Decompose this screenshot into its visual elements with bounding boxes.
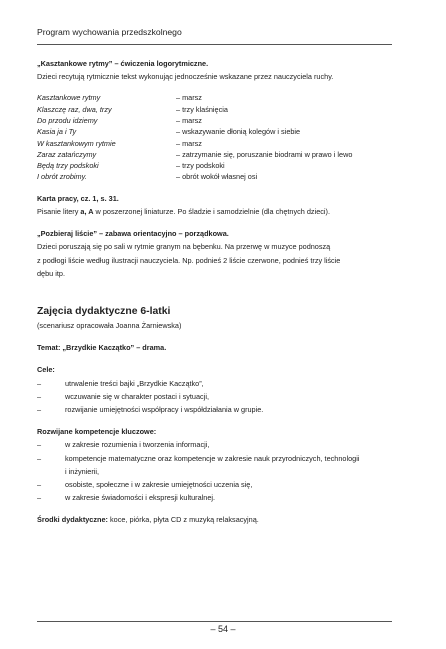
chant-row [37,92,392,103]
goals-list [37,377,392,417]
chant-action: – trzy podskoki [176,161,225,171]
running-header: Program wychowania przedszkolnego [37,27,182,37]
chant-row [37,160,392,171]
chant-row [37,171,392,182]
worksheet-text-before: Pisanie litery [37,206,81,216]
chant-action: – wskazywanie dłonią kolegów i siebie [176,127,301,137]
competences-list-continued [37,478,392,504]
chant-action: – marsz [176,116,202,125]
competences-list [37,438,392,464]
chant-line: Kasia ja i Ty [37,127,77,137]
game-text-line: dębu itp. [37,268,65,278]
goals-heading: Cele: [37,365,55,375]
chant-action: – marsz [176,93,202,103]
goal-item: – utrwalenie treści bajki „Brzydkie Kaczątko”, [37,377,392,390]
teaching-means [37,513,392,526]
competence-item: – kompetencje matematyczne oraz kompetencje w zakresie nauk przyrodniczych, technologii [37,452,392,465]
page-content [37,57,392,527]
competence-item: – osobiste, społeczne i w zakresie umiejętności uczenia się, [37,478,392,491]
chant-action: – zatrzymanie się, poruszanie biodrami w prawo i lewo [176,149,353,159]
goal-item: – wczuwanie się w charakter postaci i sytuacji, [37,390,392,403]
chant-row [37,115,392,126]
chant-table [37,92,392,182]
exercise-heading-rhythms: „Kasztankowe rytmy” – ćwiczenia logorytmiczne. [37,59,209,68]
chant-line: I obrót zrobimy. [37,172,87,182]
chant-row [37,126,392,137]
goal-item: – rozwijanie umiejętności współpracy i współdziałania w grupie. [37,403,392,416]
worksheet-text [37,205,392,218]
chant-line: Klaszczę raz, dwa, trzy [37,104,112,114]
footer-rule [37,621,392,622]
competence-item: – w zakresie świadomości i ekspresji kulturalnej. [37,491,392,504]
chant-action: – trzy klaśnięcia [176,104,228,114]
exercise-intro: Dzieci recytują rytmicznie tekst wykonując jednocześnie wskazane przez nauczyciela ruchy. [37,72,334,82]
chant-line: Będą trzy podskoki [37,161,99,171]
worksheet-letters: a, A [80,206,94,216]
chant-row [37,149,392,160]
chant-line: W kasztankowym rytmie [37,138,116,148]
page-number: – 54 – [210,624,236,634]
chant-line: Zaraz zatańczymy [37,149,97,159]
worksheet-text-after: w poszerzonej liniaturze. Po śladzie i samodzielnie (dla chętnych dzieci). [93,206,330,216]
chant-line: Do przodu idziemy [37,116,98,125]
lesson-topic: Temat: „Brzydkie Kaczątko” – drama. [37,343,167,353]
game-heading-leaves: „Pozbieraj liście” – zabawa orientacyjno – porządkowa. [37,229,229,239]
teaching-means-text: koce, piórka, płyta CD z muzyką relaksacyjną. [107,515,259,525]
competence-continuation: i inżynierii, [65,466,100,476]
chant-line: Kasztankowe rytmy [37,93,101,103]
teaching-means-label: Środki dydaktyczne: [37,515,108,525]
lesson-subtitle: (scenariusz opracowała Joanna Żarniewska) [37,321,182,330]
chant-action: – marsz [176,138,202,148]
game-text-line: z podłogi liście według ilustracji nauczyciela. Np. podnieś 2 liście czerwone, podnieś trzy liście [37,255,341,265]
chant-row [37,104,392,115]
worksheet-heading: Karta pracy, cz. 1, s. 31. [37,193,119,203]
game-text-line: Dzieci poruszają się po sali w rytmie granym na bębenku. Na przerwę w muzyce podnoszą [37,242,331,252]
competence-item: – w zakresie rozumienia i tworzenia informacji, [37,438,392,451]
chant-row [37,138,392,149]
header-rule [37,44,392,45]
lesson-title: Zajęcia dydaktyczne 6-latki [37,306,171,317]
chant-action: – obrót wokół własnej osi [176,172,258,182]
competences-heading: Rozwijane kompetencje kluczowe: [37,427,157,437]
